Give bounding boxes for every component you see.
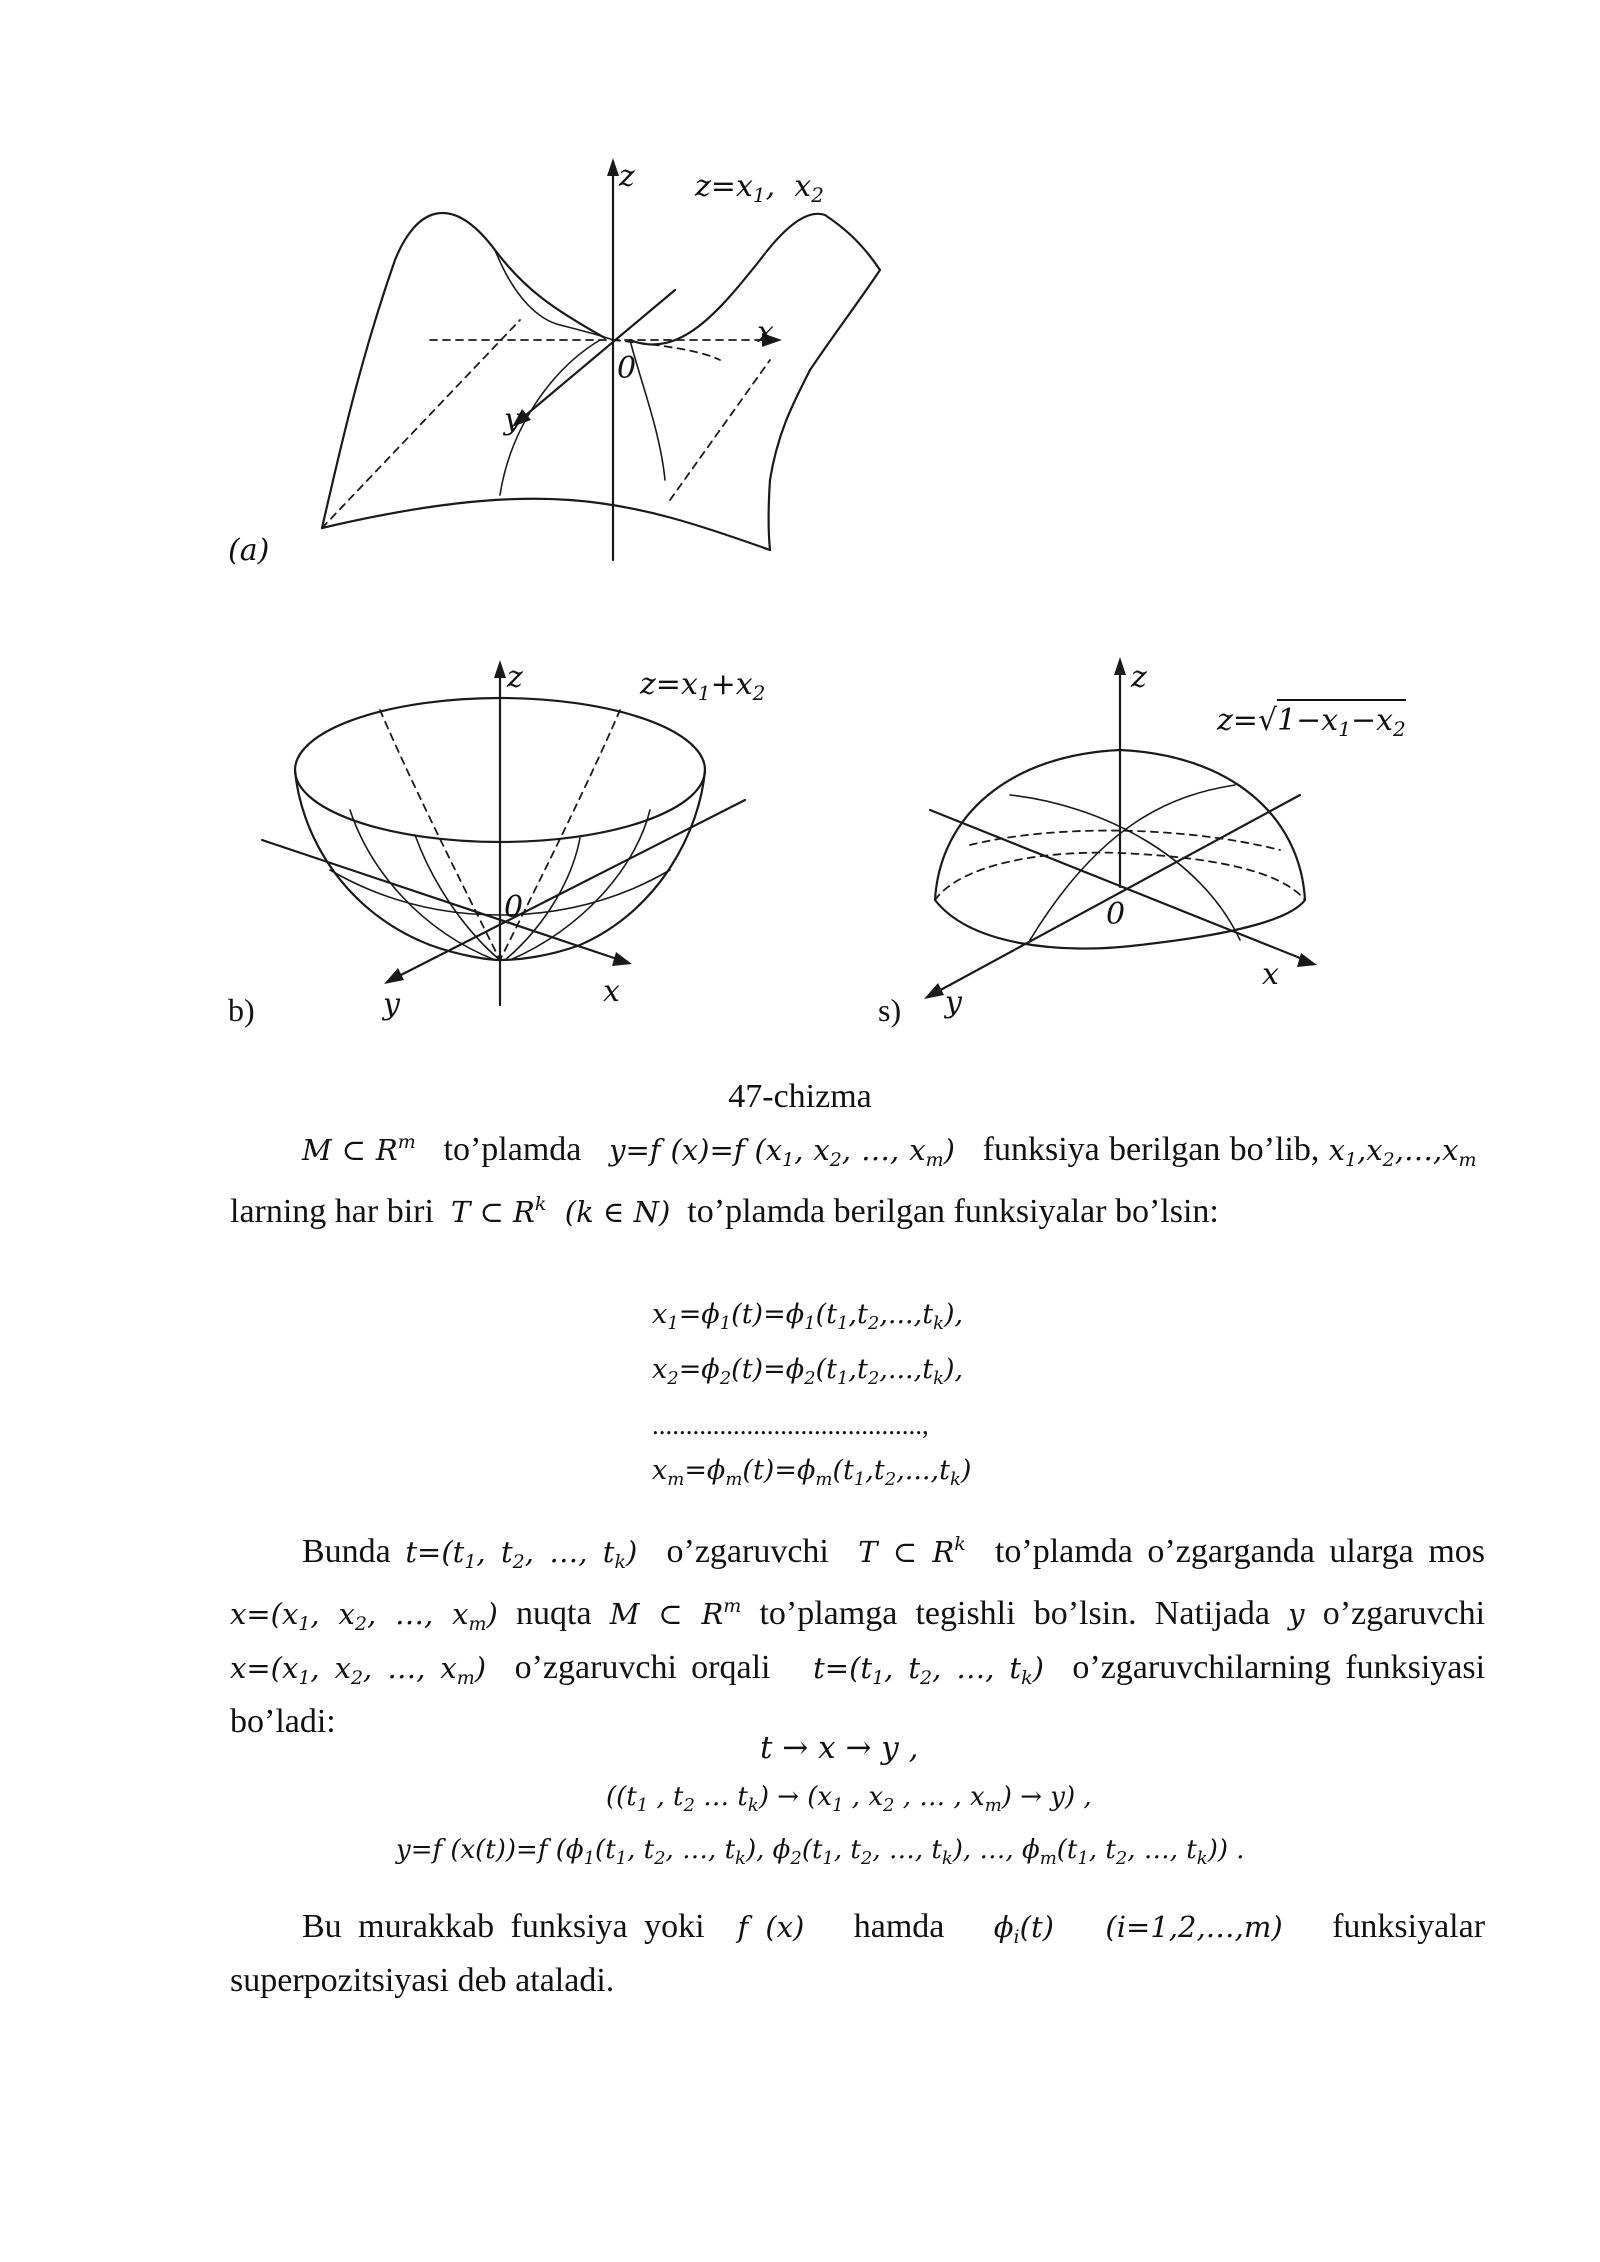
p2-text-d: nuqta bbox=[516, 1595, 592, 1632]
math-phi-i: $\phi_i(t)$ (i=1,2,…,m) bbox=[993, 1910, 1283, 1948]
figure-s-tag: s) bbox=[878, 992, 902, 1028]
figure-s-origin-label: 0 bbox=[1106, 897, 1126, 932]
p2-text-h: o’zgaruvchilarning funksiyasi bo’ladi: bbox=[230, 1649, 1486, 1740]
math-x-list: $x_1,x_2,\dots,x_m$ bbox=[1328, 1133, 1477, 1171]
figure-s-arc-back bbox=[970, 831, 1280, 850]
figure-b-x-label: x bbox=[603, 974, 620, 1009]
figure-a-z-label: z bbox=[619, 159, 635, 194]
math-M-subset-Rm: M ⊂ $R^m$ bbox=[302, 1131, 416, 1167]
figure-a-origin-label: 0 bbox=[617, 351, 637, 386]
equation-dots: ........................................, bbox=[652, 1410, 929, 1440]
figure-a-dashed-right bbox=[670, 360, 770, 500]
figure-s-y-label: y bbox=[945, 985, 962, 1020]
p3-text-a: Bu murakkab funksiya yoki bbox=[302, 1908, 705, 1945]
figure-a-x-label: x bbox=[757, 315, 774, 350]
equation-composition: y=f (x(t))=f ($\phi_1(t_1$, $t_2$, …, $t_k$), $\phi_2(t_1$, $t_2$, …, $t_k$), …, $\phi_m(t_1$, $t_2$, …, $t_k$)) . bbox=[396, 1835, 1245, 1869]
p2-text-c: to’plamda o’zgarganda ularga mos bbox=[994, 1533, 1486, 1570]
figure-a-dashed-left bbox=[322, 320, 520, 528]
math-function-def: y=f (x)=f ($x_1$, $x_2$, …, $x_m$) bbox=[609, 1133, 955, 1171]
p1-text-a: to’plamda bbox=[443, 1131, 582, 1168]
p2-text-e: to’plamga tegishli bo’lsin. Natijada bbox=[759, 1595, 1270, 1632]
figure-a-front-bottom-edge bbox=[322, 499, 770, 550]
figure-b-x-axis bbox=[262, 840, 620, 960]
figure-a-z-arrow bbox=[607, 158, 619, 176]
figure-b-equation: $z=x_1+x_2$ bbox=[640, 667, 766, 705]
figure-s-x-axis bbox=[930, 810, 1305, 960]
figure-a-y-axis bbox=[520, 290, 675, 420]
p2-text-a: Bunda bbox=[302, 1533, 391, 1570]
equation-x2: $x_2=\phi_2(t)=\phi_2(t_1,t_2,...,t_k)$, bbox=[652, 1354, 964, 1389]
figure-s-equation: $z=√1-x_1-x_2$ bbox=[1217, 706, 1406, 739]
figure-a-right-back-edge bbox=[769, 370, 811, 550]
equation-chain-tuples: (($t_1$ , $t_2$ … $t_k) \to (x_1$ , $x_2$ , … , $x_m) \to y$) , bbox=[606, 1782, 1092, 1816]
figure-b-tag: b) bbox=[228, 992, 255, 1028]
math-f-of-x: f (x) bbox=[737, 1910, 805, 1944]
math-T-subset-Rk: T ⊂ $R^k$ (k ∈ N) bbox=[450, 1193, 671, 1229]
p2-text-b: o’zgaruvchi bbox=[666, 1533, 829, 1570]
figure-caption: 47-chizma bbox=[728, 1078, 872, 1115]
p2-text-f: o’zgaruvchi bbox=[1322, 1595, 1486, 1632]
figure-a-y-label: y bbox=[504, 402, 521, 437]
p3-text-c: funksiyalar superpozitsiyasi deb ataladi. bbox=[230, 1908, 1486, 1999]
figure-b-y-label: y bbox=[383, 987, 400, 1022]
figure-s-x-arrow bbox=[1297, 953, 1317, 967]
p1-text-d: to’plamda berilgan funksiyalar bo’lsin: bbox=[687, 1193, 1219, 1230]
math-t-tuple: $t=(t_1$, $t_2$, …, $t_k$) bbox=[405, 1535, 638, 1573]
figure-a-equation: $z=x_1$, $x_2$ bbox=[695, 169, 824, 207]
paragraph-2 bbox=[230, 1522, 1485, 1744]
figure-b-meridian-back-1 bbox=[380, 710, 500, 960]
math-x-tuple-2: $x=(x_1$, $x_2$, …, $x_m$) bbox=[230, 1651, 487, 1689]
figure-b-paraboloid bbox=[250, 660, 770, 1020]
p1-text-c: larning har biri bbox=[230, 1193, 434, 1230]
p1-text-b: funksiya berilgan bo’lib, bbox=[982, 1131, 1320, 1168]
paragraph-1 bbox=[230, 1120, 1485, 1234]
math-T-subset-Rk-2: T ⊂ $R^k$ bbox=[858, 1533, 966, 1569]
figure-b-origin-label: 0 bbox=[504, 890, 524, 925]
figure-b-x-arrow bbox=[612, 952, 632, 966]
math-t-tuple-2: $t=(t_1$, $t_2$, …, $t_k$) bbox=[813, 1651, 1044, 1689]
math-M-subset-Rm-2: M ⊂ $R^m$ bbox=[609, 1595, 742, 1631]
math-y: y bbox=[1288, 1597, 1305, 1631]
figure-b-z-label: z bbox=[507, 660, 523, 695]
figure-s-x-label: x bbox=[1262, 957, 1279, 992]
p2-text-g: o’zgaruvchi orqali bbox=[514, 1649, 771, 1686]
figure-b-z-arrow bbox=[494, 660, 506, 678]
p3-text-b: hamda bbox=[853, 1908, 945, 1945]
math-x-tuple: $x=(x_1$, $x_2$, …, $x_m$) bbox=[230, 1597, 498, 1635]
equation-xm: $x_m=\phi_m(t)=\phi_m(t_1,t_2,...,t_k)$ bbox=[652, 1455, 972, 1490]
equation-system bbox=[652, 1292, 971, 1503]
figure-s-y-arrow bbox=[924, 983, 944, 999]
figure-s-z-arrow bbox=[1114, 657, 1126, 675]
equation-x1: $x_1=\phi_1(t)=\phi_1(t_1,t_2,...,t_k)$, bbox=[652, 1299, 964, 1334]
equation-chain: t → x → y , bbox=[760, 1730, 919, 1766]
figure-b-y-arrow bbox=[384, 968, 404, 984]
figure-s-z-label: z bbox=[1131, 660, 1147, 695]
paragraph-3 bbox=[230, 1905, 1485, 2003]
figure-a-tag: (a) bbox=[228, 533, 270, 568]
